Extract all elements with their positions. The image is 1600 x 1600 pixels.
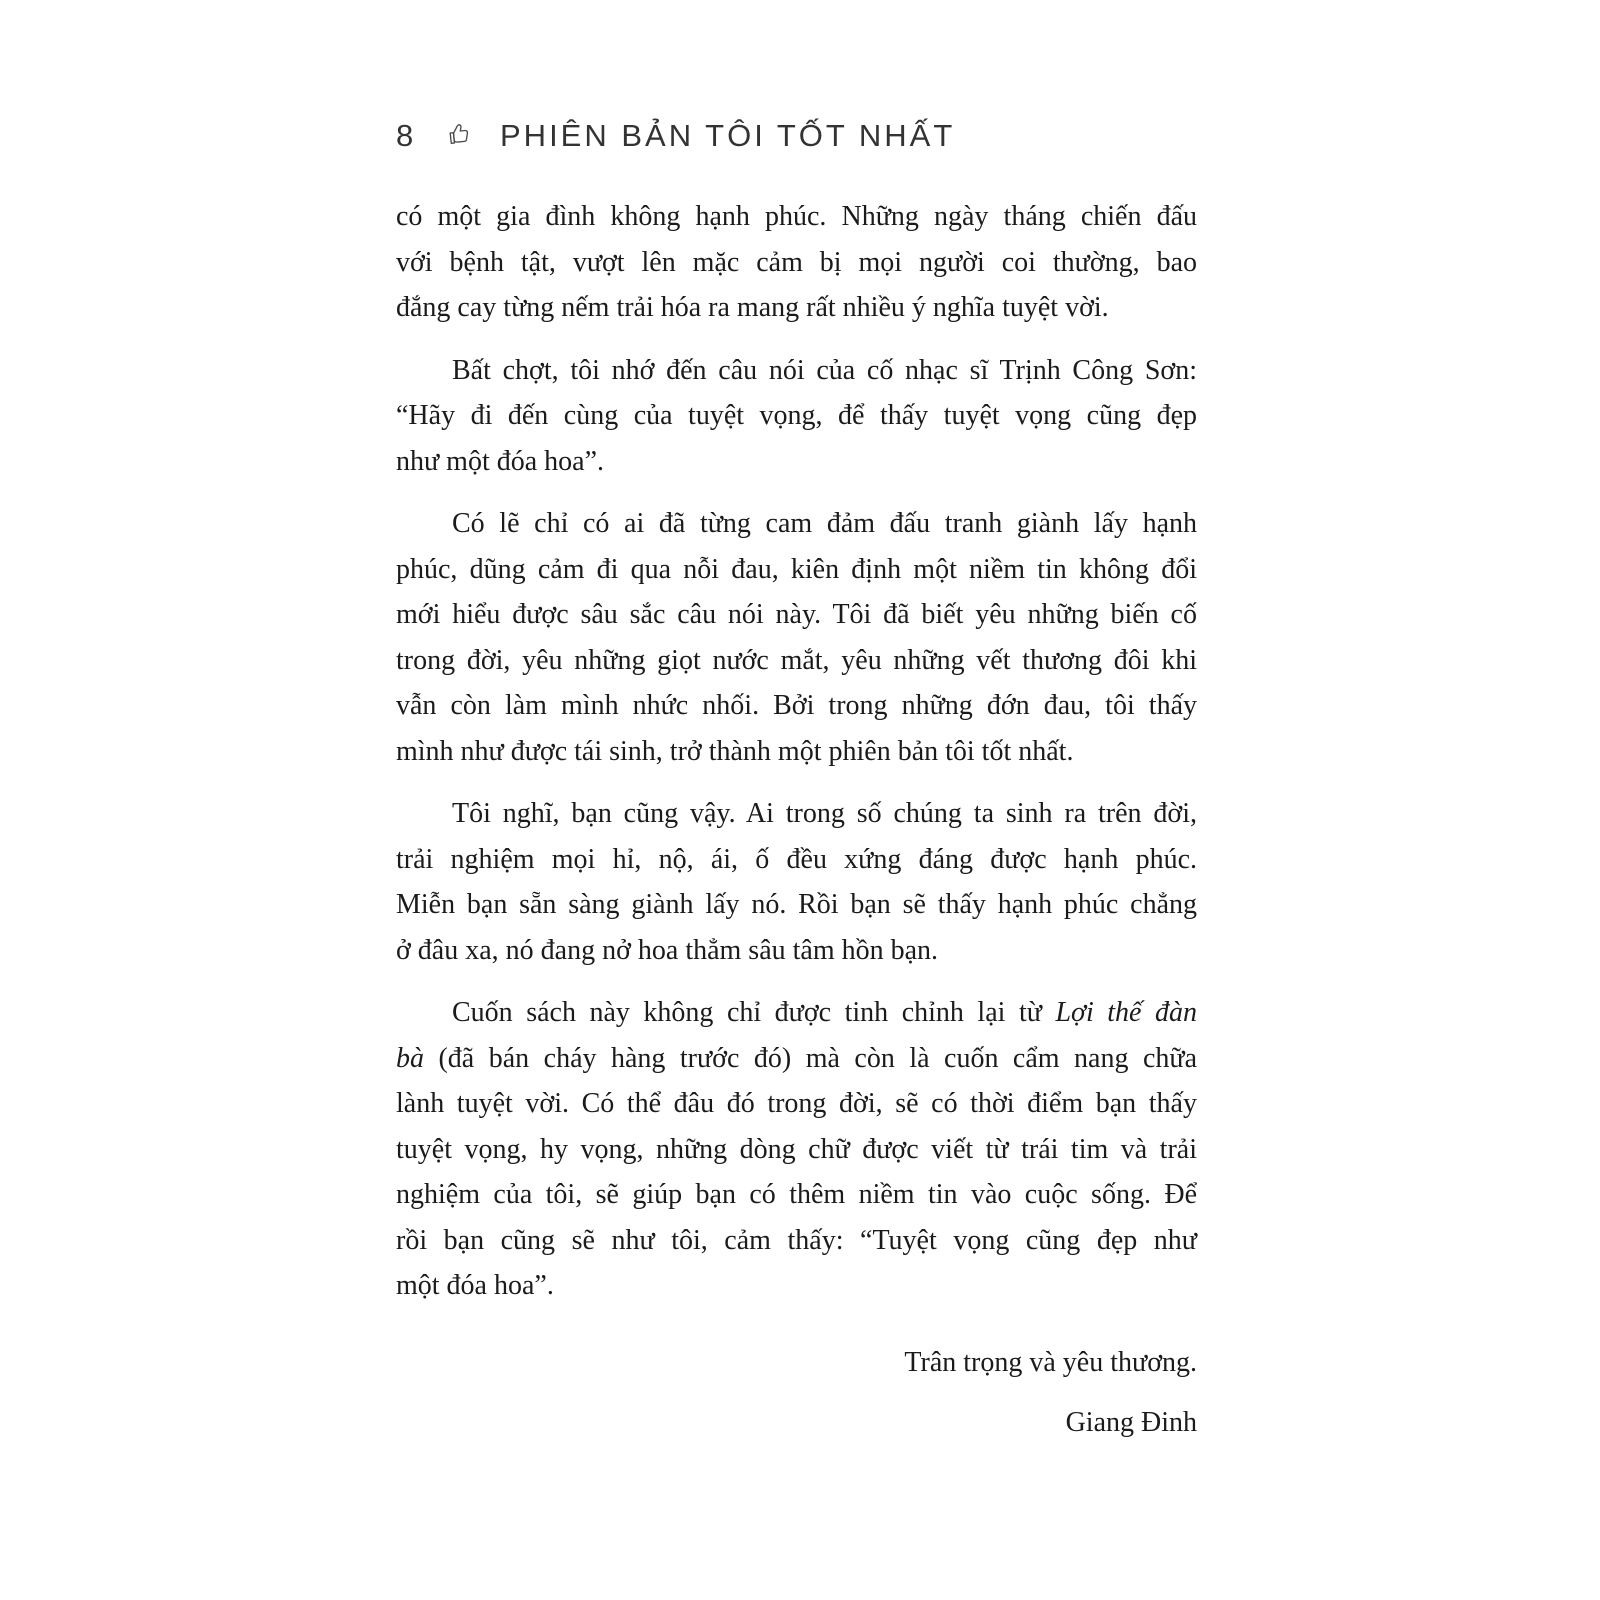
text-line: Cuốn sách này không chỉ được tinh chỉnh lại từ Lợi thế đàn — [452, 997, 1197, 1028]
text-line: “Hãy đi đến cùng của tuyệt vọng, để thấy tuyệt vọng cũng đẹp — [396, 400, 1197, 431]
text-line: đắng cay từng nếm trải hóa ra mang rất nhiều ý nghĩa tuyệt vời. — [396, 292, 1109, 323]
signature-block — [396, 1333, 1197, 1453]
text-line: Tôi nghĩ, bạn cũng vậy. Ai trong số chúng ta sinh ra trên đời, — [452, 798, 1197, 829]
text-line: bà (đã bán cháy hàng trước đó) mà còn là cuốn cẩm nang chữa — [396, 1042, 1197, 1074]
thumbs-up-icon — [443, 118, 476, 151]
paragraph — [396, 990, 1197, 1309]
text-line: nghiệm của tôi, sẽ giúp bạn có thêm niềm tin vào cuộc sống. Để — [396, 1179, 1197, 1210]
text-line: ở đâu xa, nó đang nở hoa thẳm sâu tâm hồn bạn. — [396, 934, 939, 966]
text-line: lành tuyệt vời. Có thể đâu đó trong đời, sẽ có thời điểm bạn thấy — [396, 1088, 1197, 1119]
text-line: mình như được tái sinh, trở thành một phiên bản tôi tốt nhất. — [396, 735, 1074, 767]
paragraph — [396, 791, 1197, 973]
paragraph — [396, 501, 1197, 774]
text-line: một đóa hoa”. — [396, 1270, 554, 1301]
paragraphs — [396, 194, 1197, 1309]
text-line: trải nghiệm mọi hỉ, nộ, ái, ố đều xứng đáng được hạnh phúc. — [396, 843, 1197, 875]
text-line: mới hiểu được sâu sắc câu nói này. Tôi đã biết yêu những biến cố — [396, 599, 1197, 630]
signature-author: Giang Đinh — [1065, 1406, 1197, 1438]
text-line: phúc, dũng cảm đi qua nỗi đau, kiên định một niềm tin không đổi — [396, 553, 1197, 585]
text-line: Bất chợt, tôi nhớ đến câu nói của cố nhạc sĩ Trịnh Công Sơn: — [452, 354, 1197, 386]
text-line: Miễn bạn sẵn sàng giành lấy nó. Rồi bạn sẽ thấy hạnh phúc chẳng — [396, 889, 1197, 920]
text-line: Có lẽ chỉ có ai đã từng cam đảm đấu tranh giành lấy hạnh — [452, 508, 1197, 539]
text-line: trong đời, yêu những giọt nước mắt, yêu những vết thương đôi khi — [396, 644, 1197, 676]
running-header — [396, 118, 955, 154]
paragraph — [396, 194, 1197, 331]
text-line: vẫn còn làm mình nhức nhối. Bởi trong những đớn đau, tôi thấy — [396, 690, 1197, 721]
page-number: 8 — [396, 118, 414, 153]
running-title: PHIÊN BẢN TÔI TỐT NHẤT — [500, 118, 956, 153]
text-line: rồi bạn cũng sẽ như tôi, cảm thấy: “Tuyệt vọng cũng đẹp như — [396, 1224, 1197, 1256]
signature-closing: Trân trọng và yêu thương. — [904, 1346, 1197, 1378]
text-line: với bệnh tật, vượt lên mặc cảm bị mọi người coi thường, bao — [396, 246, 1197, 278]
text-line: có một gia đình không hạnh phúc. Những ngày tháng chiến đấu — [396, 201, 1197, 232]
text-line: tuyệt vọng, hy vọng, những dòng chữ được viết từ trái tim và trải — [396, 1133, 1197, 1165]
paragraph — [396, 348, 1197, 485]
body-text — [396, 194, 1197, 1453]
text-line: như một đóa hoa”. — [396, 445, 605, 477]
